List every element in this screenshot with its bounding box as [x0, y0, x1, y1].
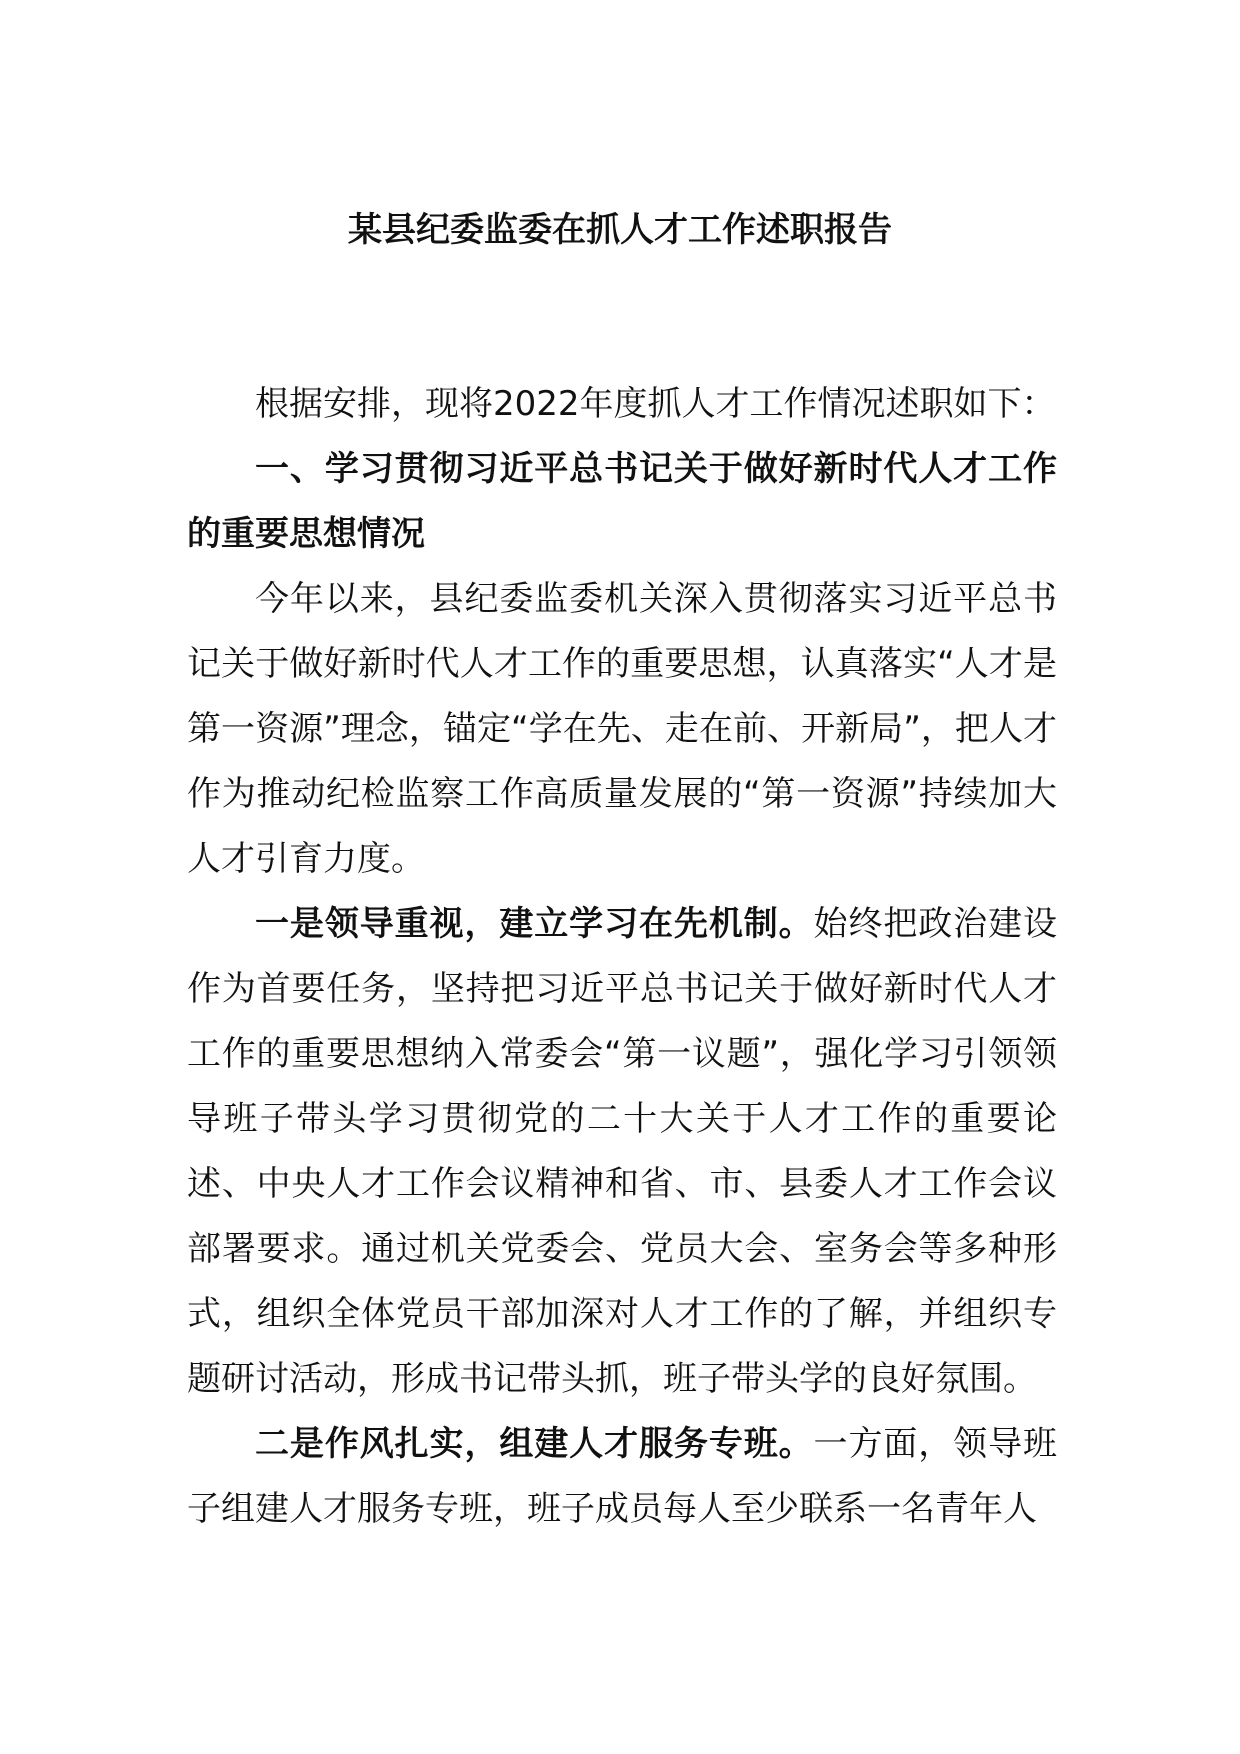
point-text-1: 始终把政治建设作为首要任务，坚持把习近平总书记关于做好新时代人才工作的重要思想纳入常委会“第一议题”，强化学习引领领导班子带头学习贯彻党的二十大关于人才工作的重要论述、中央人才工作会议精神和省、市、县委人才工作会议部署要求。通过机关党委会、党员大会、室务会等多种形式，组织全体党员干部加深对人才工作的了解，并组织专题研讨活动，形成书记带头抓，班子带头学的良好氛围。: [187, 904, 1058, 1399]
section-heading: 一、学习贯彻习近平总书记关于做好新时代人才工作的重要思想情况: [187, 449, 1057, 554]
body-paragraph: 今年以来，县纪委监委机关深入贯彻落实习近平总书记关于做好新时代人才工作的重要思想，认真落实“人才是第一资源”理念，锚定“学在先、走在前、开新局”，把人才作为推动纪检监察工作高质量发展的“第一资源”持续加大人才引育力度。: [187, 579, 1057, 879]
point-lead-1: 一是领导重视，建立学习在先机制。: [255, 904, 814, 944]
point-paragraph-2: [187, 1412, 1057, 1542]
intro-paragraph: 根据安排，现将2022年度抓人才工作情况述职如下：: [255, 384, 1056, 424]
point-text-2: 一方面，领导班子组建人才服务专班，班子成员每人至少联系一名青年人: [187, 1424, 1058, 1529]
point-paragraph-1: [187, 892, 1057, 1412]
document-title: 某县纪委监委在抓人才工作述职报告: [348, 210, 892, 250]
document-body: [187, 372, 1057, 1542]
point-lead-2: 二是作风扎实，组建人才服务专班。: [255, 1424, 814, 1464]
